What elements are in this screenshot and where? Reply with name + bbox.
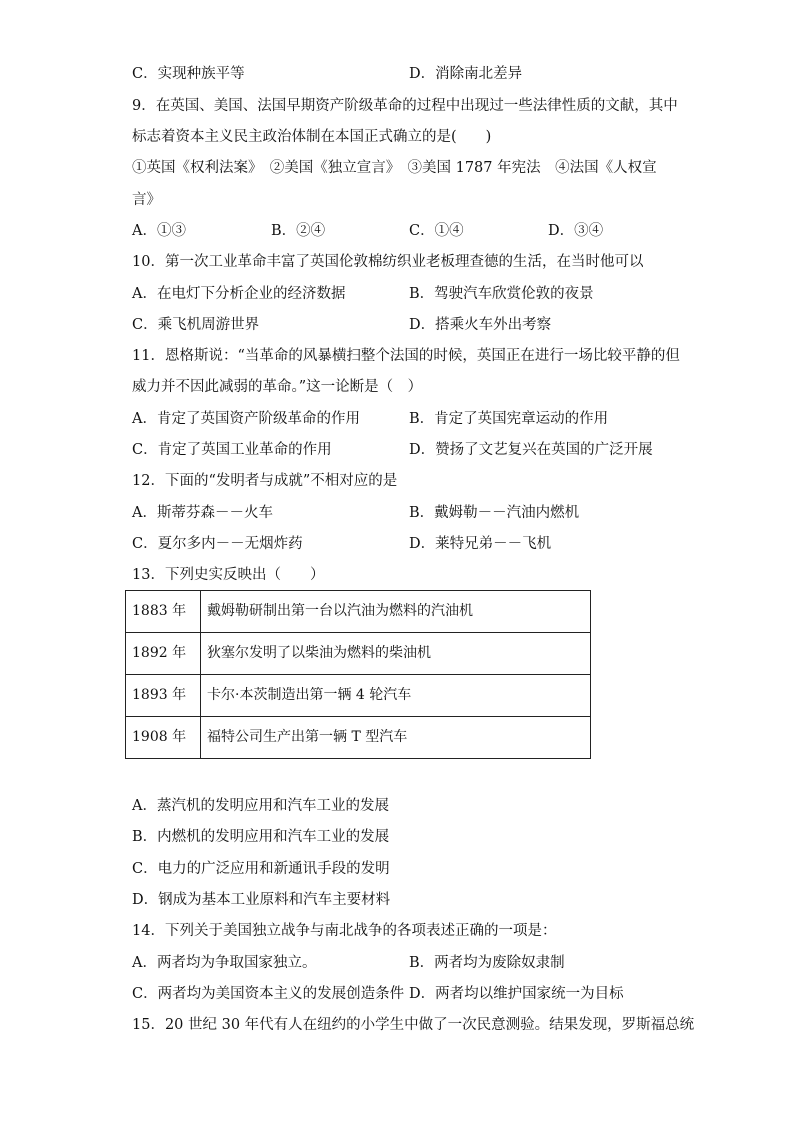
table-row xyxy=(126,633,591,675)
q11-option-b: B．肯定了英国宪章运动的作用 xyxy=(409,411,609,427)
table-row xyxy=(126,675,591,717)
q8-option-d: D．消除南北差异 xyxy=(409,66,523,82)
q13-option-c: C．电力的广泛应用和新通讯手段的发明 xyxy=(132,861,390,877)
q11-option-c: C．肯定了英国工业革命的作用 xyxy=(132,442,332,458)
q14-option-a: A．两者均为争取国家独立。 xyxy=(132,955,317,971)
q10-option-c: C．乘飞机周游世界 xyxy=(132,317,260,333)
table-event-cell: 卡尔·本茨制造出第一辆 4 轮汽车 xyxy=(201,675,591,717)
q9-option-a: A．①③ xyxy=(132,223,186,239)
q10-stem: 10．第一次工业革命丰富了英国伦敦棉纺织业老板理查德的生活，在当时他可以 xyxy=(132,254,644,270)
q14-option-d: D．两者均以维护国家统一为目标 xyxy=(409,986,624,1002)
q12-stem: 12．下面的“发明者与成就”不相对应的是 xyxy=(132,473,398,489)
q8-option-c: C．实现种族平等 xyxy=(132,66,245,82)
q12-option-c: C．夏尔多内－－无烟炸药 xyxy=(132,536,303,552)
table-event-cell: 福特公司生产出第一辆 T 型汽车 xyxy=(201,717,591,759)
table-row xyxy=(126,717,591,759)
q13-option-a: A．蒸汽机的发明应用和汽车工业的发展 xyxy=(132,798,389,814)
q10-option-a: A．在电灯下分析企业的经济数据 xyxy=(132,286,346,302)
q10-option-d: D．搭乘火车外出考察 xyxy=(409,317,552,333)
table-year-cell: 1892 年 xyxy=(126,633,201,675)
q11-option-a: A．肯定了英国资产阶级革命的作用 xyxy=(132,411,360,427)
q9-stem-line2: 标志着资本主义民主政治体制在本国正式确立的是( ) xyxy=(132,129,492,145)
q13-option-b: B．内燃机的发明应用和汽车工业的发展 xyxy=(132,829,390,845)
q9-items-line2: 言》 xyxy=(132,192,161,208)
table-event-cell: 狄塞尔发明了以柴油为燃料的柴油机 xyxy=(201,633,591,675)
table-row xyxy=(126,591,591,633)
q10-option-b: B．驾驶汽车欣赏伦敦的夜景 xyxy=(409,286,594,302)
q12-option-a: A．斯蒂芬森－－火车 xyxy=(132,505,273,521)
q12-option-b: B．戴姆勒－－汽油内燃机 xyxy=(409,505,580,521)
q14-stem: 14．下列关于美国独立战争与南北战争的各项表述正确的一项是： xyxy=(132,923,557,939)
q14-option-c: C．两者均为美国资本主义的发展创造条件 xyxy=(132,986,405,1002)
q15-stem-line1: 15．20 世纪 30 年代有人在纽约的小学生中做了一次民意测验。结果发现，罗斯福总统 xyxy=(132,1017,695,1033)
q11-stem-line1: 11．恩格斯说：“当革命的风暴横扫整个法国的时候，英国正在进行一场比较平静的但 xyxy=(132,348,680,364)
table-year-cell: 1908 年 xyxy=(126,717,201,759)
q13-stem: 13．下列史实反映出（ ） xyxy=(132,567,325,583)
q12-option-d: D．莱特兄弟－－飞机 xyxy=(409,536,552,552)
q11-option-d: D．赞扬了文艺复兴在英国的广泛开展 xyxy=(409,442,653,458)
q14-option-b: B．两者均为废除奴隶制 xyxy=(409,955,565,971)
q9-items-line1: ①英国《权利法案》 ②美国《独立宣言》 ③美国 1787 年宪法 ④法国《人权宣 xyxy=(132,160,657,176)
q9-option-d: D．③④ xyxy=(548,223,604,239)
q13-history-table xyxy=(125,590,591,759)
q9-option-b: B．②④ xyxy=(271,223,326,239)
q9-option-c: C．①④ xyxy=(409,223,464,239)
q13-option-d: D．钢成为基本工业原料和汽车主要材料 xyxy=(132,892,391,908)
q9-stem-line1: 9．在英国、美国、法国早期资产阶级革命的过程中出现过一些法律性质的文献，其中 xyxy=(132,98,678,114)
q11-stem-line2: 威力并不因此减弱的革命。”这一论断是（ ） xyxy=(132,379,423,395)
table-year-cell: 1893 年 xyxy=(126,675,201,717)
table-year-cell: 1883 年 xyxy=(126,591,201,633)
table-event-cell: 戴姆勒研制出第一台以汽油为燃料的汽油机 xyxy=(201,591,591,633)
